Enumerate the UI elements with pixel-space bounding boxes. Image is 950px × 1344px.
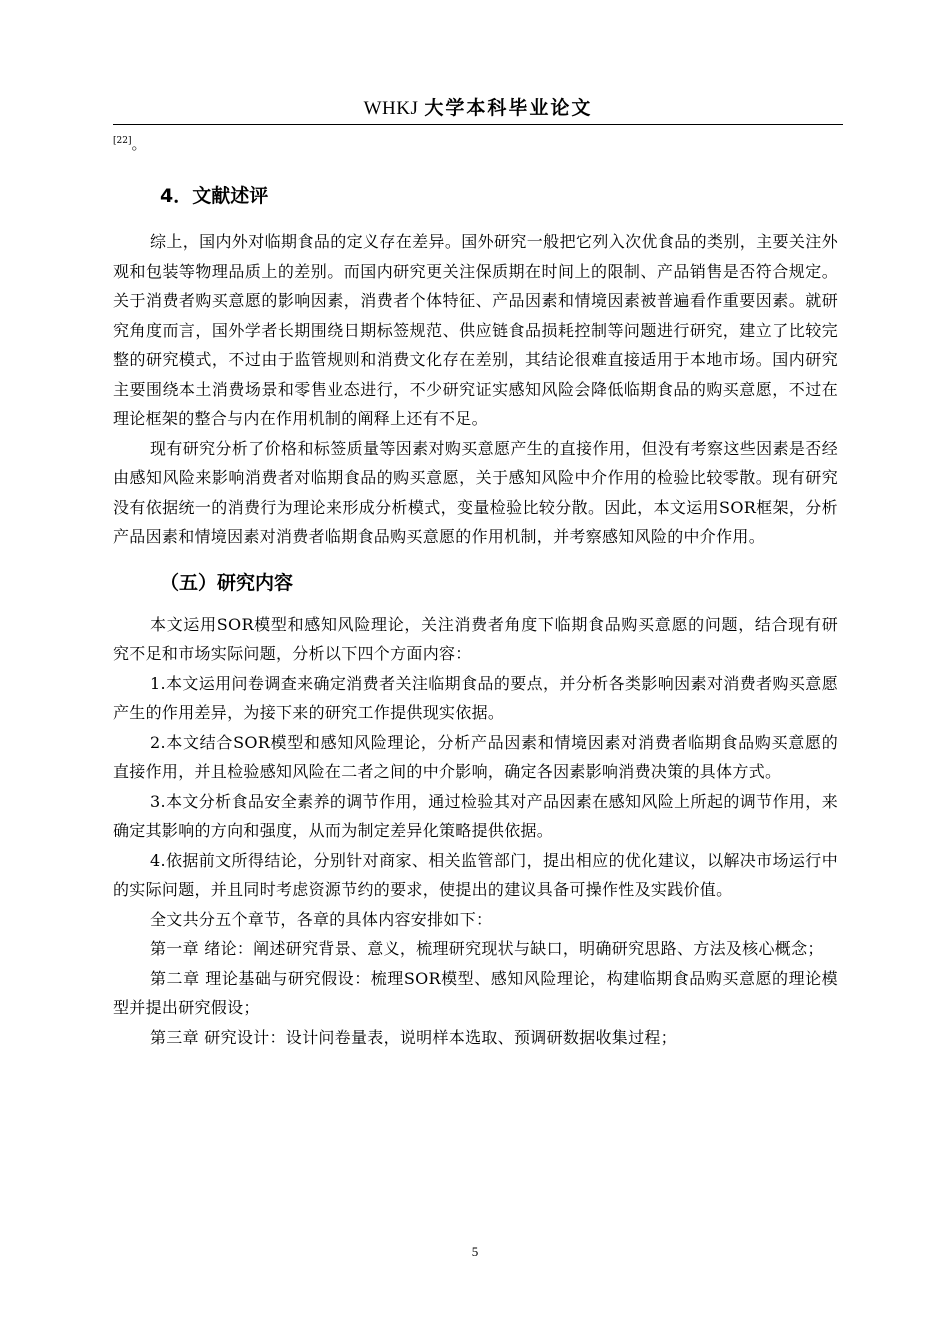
page-body xyxy=(113,128,838,1052)
content-item-4: 4.依据前文所得结论，分别针对商家、相关监管部门，提出相应的优化建议，以解决市场运行中的实际问题，并且同时考虑资源节约的要求，使提出的建议具备可操作性及实践价值。 xyxy=(113,850,838,899)
section-heading-review: 4．文献述评 xyxy=(160,185,269,207)
page-number: 5 xyxy=(471,1244,479,1259)
review-paragraph-2: 现有研究分析了价格和标签质量等因素对购买意愿产生的直接作用，但没有考察这些因素是否经由感知风险来影响消费者对临期食品的购买意愿，关于感知风险中介作用的检验比较零散。现有研究没有依据统一的消费行为理论来形成分析模式，变量检验比较分散。因此，本文运用SOR框架，分析产品因素和情境因素对消费者临期食品购买意愿的作用机制，并考察感知风险的中介作用。 xyxy=(113,438,838,546)
content-item-3: 3.本文分析食品安全素养的调节作用，通过检验其对产品因素在感知风险上所起的调节作用，来确定其影响的方向和强度，从而为制定差异化策略提供依据。 xyxy=(113,791,838,840)
chapter-1: 第一章 绪论：阐述研究背景、意义，梳理研究现状与缺口，明确研究思路、方法及核心概念； xyxy=(150,939,824,958)
header-code: WHKJ xyxy=(363,98,419,119)
running-header xyxy=(113,95,843,122)
content-item-1: 1.本文运用问卷调查来确定消费者关注临期食品的要点，并分析各类影响因素对消费者购买意愿产生的作用差异，为接下来的研究工作提供现实依据。 xyxy=(113,673,838,722)
section-heading-content: （五）研究内容 xyxy=(160,571,294,594)
continuation-line xyxy=(113,128,838,157)
header-title: 大学本科毕业论文 xyxy=(424,97,593,119)
chapter-3: 第三章 研究设计：设计问卷量表，说明样本选取、预调研数据收集过程； xyxy=(150,1027,677,1047)
continuation-tail: 。 xyxy=(131,135,147,153)
citation-ref: [22] xyxy=(113,136,132,146)
chapter-2: 第二章 理论基础与研究假设：梳理SOR模型、感知风险理论，构建临期食品购买意愿的理论模型并提出研究假设； xyxy=(113,968,838,1017)
content-paragraph-intro: 本文运用SOR模型和感知风险理论，关注消费者角度下临期食品购买意愿的问题，结合现有研究不足和市场实际问题，分析以下四个方面内容： xyxy=(113,614,838,663)
review-paragraph-1: 综上，国内外对临期食品的定义存在差异。国外研究一般把它列入次优食品的类别，主要关注外观和包装等物理品质上的差别。而国内研究更关注保质期在时间上的限制、产品销售是否符合规定。关于消费者购买意愿的影响因素，消费者个体特征、产品因素和情境因素被普遍看作重要因素。就研究角度而言，国外学者长期围绕日期标签规范、供应链食品损耗控制等问题进行研究，建立了比较完整的研究模式，不过由于监管规则和消费文化存在差别，其结论很难直接适用于本地市场。国内研究主要围绕本土消费场景和零售业态进行，不少研究证实感知风险会降低临期食品的购买意愿，不过在理论框架的整合与内在作用机制的阐释上还有不足。 xyxy=(113,232,838,428)
content-item-2: 2.本文结合SOR模型和感知风险理论，分析产品因素和情境因素对消费者临期食品购买意愿的直接作用，并且检验感知风险在二者之间的中介影响，确定各因素影响消费决策的具体方式。 xyxy=(113,732,838,781)
chapter-overview: 全文共分五个章节，各章的具体内容安排如下： xyxy=(150,909,493,929)
header-rule xyxy=(113,124,843,125)
